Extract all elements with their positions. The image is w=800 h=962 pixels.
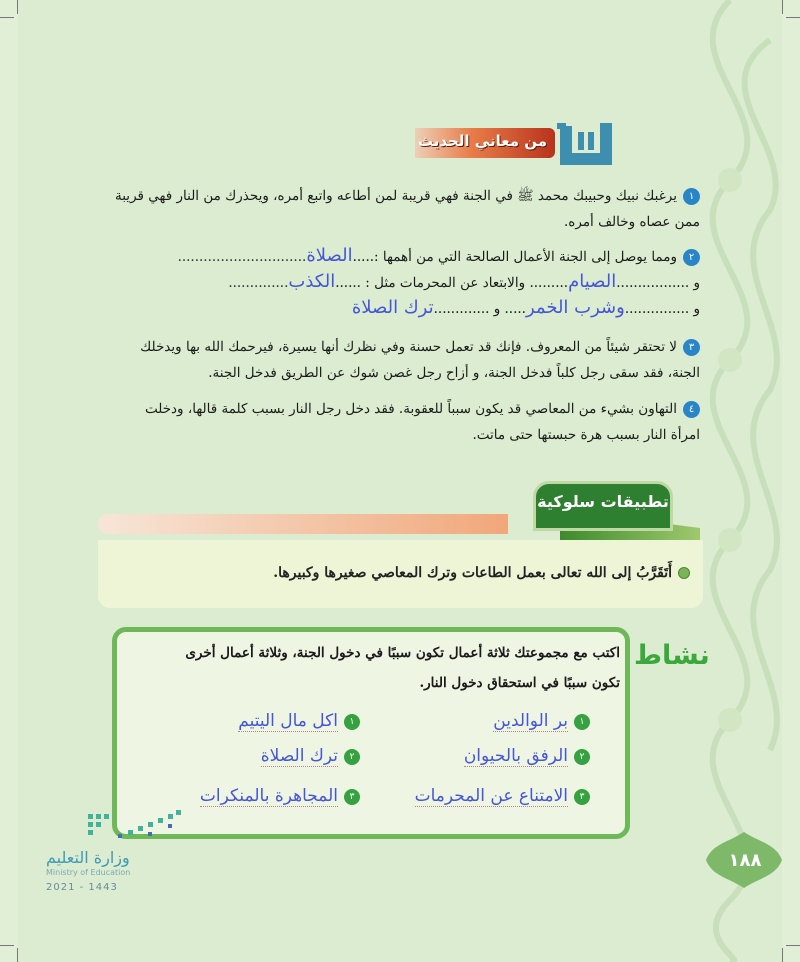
calligraphy-icon (553, 120, 615, 168)
floral-ornament (660, 0, 800, 962)
activity-label: نشاط (634, 640, 710, 671)
behavior-title: تطبيقات سلوكية (537, 492, 669, 511)
number-badge: ٢ (344, 749, 360, 765)
point-1 (85, 183, 700, 235)
point-2-text-2b: ......... والابتعاد عن المحرمات مثل : ...... (335, 275, 569, 291)
point-2-text-1: ومما يوصل إلى الجنة الأعمال الصالحة التي من أهمها :..... (352, 249, 677, 265)
point-4-text-1: التهاون بشيء من المعاصي قد يكون سبباً للعقوبة. فقد دخل رجل النار بسبب كلمة قالها، ودخلت (144, 401, 677, 417)
instruction-line-2: تكون سببًا في استحقاق دخول النار. (419, 675, 620, 691)
hell-item-2 (261, 746, 360, 766)
point-2-text-3a: و ............... (624, 301, 700, 317)
handwritten-answer: وشرب الخمر (525, 297, 625, 318)
point-1-text-2: ممن عصاه وخالف أمره. (564, 214, 700, 230)
handwritten-answer: الكذب (288, 271, 336, 292)
crop-mark (17, 0, 18, 14)
hell-item-3 (200, 786, 360, 806)
answer-text[interactable]: الرفق بالحيوان (463, 746, 568, 766)
page-number: ١٨٨ (728, 850, 762, 871)
edition-year: 2021 - 1443 (46, 882, 118, 893)
paradise-item-2 (464, 746, 590, 766)
point-4-text-2: امرأة النار بسبب هرة حبستها حتى ماتت. (472, 427, 700, 443)
crop-mark (0, 945, 14, 946)
section-header (410, 120, 615, 166)
number-badge: ٢ (683, 249, 700, 266)
ministry-name-en: Ministry of Education (46, 868, 131, 877)
instruction-line-1: اكتب مع مجموعتك ثلاثة أعمال تكون سببًا في دخول الجنة، وثلاثة أعمال أخرى (185, 645, 620, 661)
crop-mark (17, 948, 18, 962)
point-2-text-3b: ..... و ............. (433, 301, 526, 317)
section-title: من معاني الحديث (417, 132, 547, 150)
ministry-name-ar: وزارة التعليم (46, 848, 130, 867)
answer-text[interactable]: بر الوالدين (493, 711, 568, 731)
point-4 (85, 396, 700, 448)
answer-text[interactable]: ترك الصلاة (260, 746, 338, 766)
point-3-text-2: الجنة، فقد سقى رجل كلباً فدخل الجنة، و أزاح رجل غصن شوك عن الطريق فدخل الجنة. (208, 365, 700, 381)
answer-text[interactable]: اكل مال اليتيم (238, 711, 338, 731)
number-badge: ٣ (683, 339, 700, 356)
bullet-icon (678, 567, 690, 579)
handwritten-answer: الصيام (568, 271, 617, 292)
number-badge: ١ (574, 714, 590, 730)
point-2-text-2a: و ................. (616, 275, 700, 291)
handwritten-answer: الصلاة (306, 245, 353, 266)
number-badge: ٣ (574, 789, 590, 805)
behavior-bar-left (98, 514, 508, 534)
answer-text[interactable]: المجاهرة بالمنكرات (199, 786, 338, 806)
paradise-item-1 (493, 711, 590, 731)
handwritten-answer: ترك الصلاة (351, 297, 434, 318)
ministry-logo-icon (88, 810, 183, 842)
point-1-text-1: يرغبك نبيك وحبيبك محمد ﷺ في الجنة فهي قريبة لمن أطاعه واتبع أمره، ويحذرك من النار فهي قريبة (115, 188, 677, 204)
behavior-text: أَتَقَرَّبُ إلى الله تعالى بعمل الطاعات وترك المعاصي صغيرها وكبيرها. (273, 565, 672, 581)
number-badge: ٣ (344, 789, 360, 805)
point-3-text-1: لا تحتقر شيئاً من المعروف. فإنك قد تعمل حسنة وفي نظرك أنها يسيرة، فيرحمك الله بها ويدخلك (140, 339, 677, 355)
activity-instruction (140, 638, 620, 698)
point-3 (85, 334, 700, 386)
answer-text[interactable]: الامتناع عن المحرمات (414, 786, 568, 806)
number-badge: ١ (683, 188, 700, 205)
hell-item-1 (238, 711, 360, 731)
number-badge: ٢ (574, 749, 590, 765)
crop-mark (0, 17, 14, 18)
number-badge: ٤ (683, 401, 700, 418)
paradise-item-3 (415, 786, 590, 806)
behavior-item (273, 565, 690, 581)
number-badge: ١ (344, 714, 360, 730)
point-2: ٢ومما يوصل إلى الجنة الأعمال الصالحة التي من أهمها :.....الصلاة.............................. و .................الصيام......... والابتعاد عن المحرمات مثل : ......الكذب.............. و ...............وشرب الخمر..... و .............ترك الصلاة (177, 245, 700, 318)
